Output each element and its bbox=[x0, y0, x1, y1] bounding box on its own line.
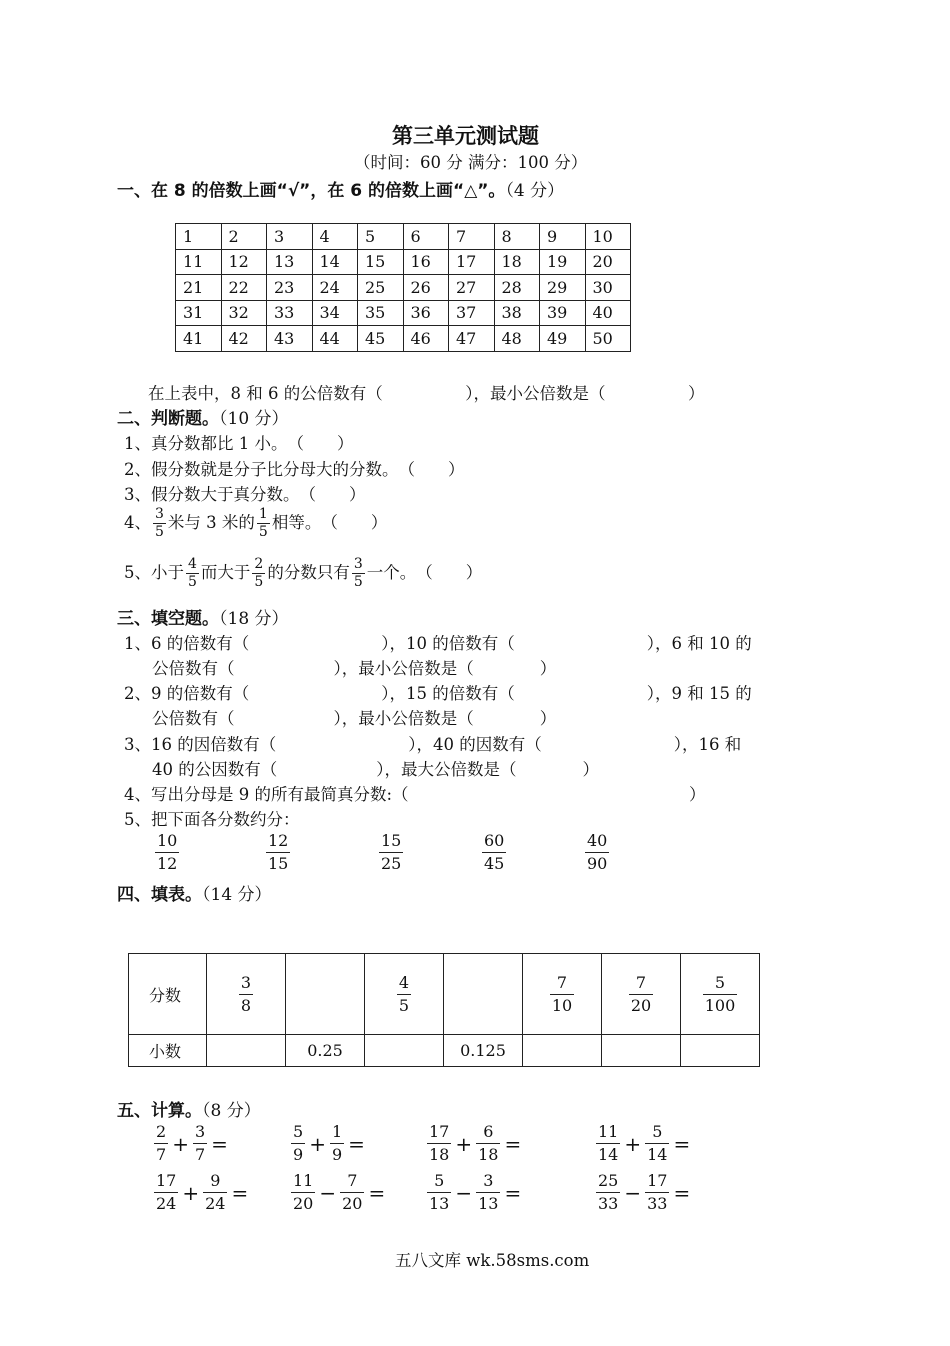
section5-points: （8 分） bbox=[202, 1101, 261, 1121]
grid-cell: 9 bbox=[540, 224, 586, 250]
grid-cell: 8 bbox=[494, 224, 540, 250]
denominator: 13 bbox=[429, 1194, 450, 1213]
denominator: 14 bbox=[647, 1145, 668, 1164]
page-subtitle: （时间：60 分 满分：100 分） bbox=[354, 153, 588, 172]
numerator: 15 bbox=[379, 830, 403, 853]
calc-expression bbox=[289, 1170, 387, 1215]
calc-expression bbox=[152, 1121, 230, 1166]
denominator: 5 bbox=[398, 995, 410, 1015]
grid-cell: 37 bbox=[449, 300, 495, 326]
table-row bbox=[129, 954, 760, 1035]
section1-points: （4 分） bbox=[505, 181, 565, 201]
denominator: 5 bbox=[353, 574, 363, 590]
fraction bbox=[427, 1170, 451, 1215]
section4-points: （14 分） bbox=[202, 885, 272, 905]
numerator: 6 bbox=[476, 1121, 500, 1144]
section5-heading bbox=[117, 1096, 261, 1121]
fill-q1b: 公倍数有（ ），最小公倍数是（ ） bbox=[152, 659, 557, 678]
denominator: 24 bbox=[205, 1194, 226, 1213]
operator: − bbox=[455, 1180, 473, 1205]
fraction bbox=[427, 1121, 451, 1166]
table-row bbox=[176, 249, 631, 275]
judge-q4-suffix: 相等。 （ ） bbox=[271, 513, 388, 532]
denominator: 25 bbox=[381, 854, 402, 873]
equals-sign: = bbox=[673, 1131, 691, 1156]
grid-cell: 22 bbox=[221, 275, 267, 301]
numerator: 3 bbox=[353, 556, 363, 572]
footer-text: 五八文库 wk.58sms.com bbox=[395, 1251, 590, 1270]
fraction bbox=[154, 1170, 178, 1215]
grid-cell: 49 bbox=[540, 326, 586, 352]
denominator: 7 bbox=[194, 1145, 206, 1164]
calc-expression bbox=[289, 1121, 367, 1166]
denominator: 9 bbox=[331, 1145, 343, 1164]
fraction bbox=[257, 506, 270, 541]
grid-cell: 25 bbox=[358, 275, 404, 301]
operator: + bbox=[182, 1180, 200, 1205]
fill-q3a: 3、16 的因倍数有（ ），40 的因数有（ ），16 和 bbox=[124, 735, 742, 754]
grid-cell: 18 bbox=[494, 249, 540, 275]
grid-cell: 3 bbox=[267, 224, 313, 250]
fraction-cell bbox=[365, 954, 444, 1035]
equals-sign: = bbox=[368, 1180, 386, 1205]
operator: + bbox=[172, 1131, 189, 1156]
grid-cell: 4 bbox=[312, 224, 358, 250]
section1-question: 在上表中，8 和 6 的公倍数有（ ），最小公倍数是（ ） bbox=[148, 384, 705, 403]
denominator: 33 bbox=[598, 1194, 619, 1213]
judge-q5-prefix: 5、小于 bbox=[124, 563, 184, 582]
fraction bbox=[476, 1121, 500, 1166]
judge-q1: 1、真分数都比 1 小。 （ ） bbox=[124, 434, 354, 453]
fraction-decimal-table bbox=[128, 953, 760, 1067]
numerator: 7 bbox=[629, 972, 653, 995]
numerator: 1 bbox=[330, 1121, 344, 1144]
grid-cell: 30 bbox=[585, 275, 631, 301]
fill-q2a: 2、9 的倍数有（ ），15 的倍数有（ ），9 和 15 的 bbox=[124, 684, 752, 703]
fill-q2b: 公倍数有（ ），最小公倍数是（ ） bbox=[152, 709, 557, 728]
fraction bbox=[193, 1121, 207, 1166]
fraction bbox=[203, 1170, 227, 1215]
fraction bbox=[266, 830, 290, 875]
denominator: 20 bbox=[342, 1194, 363, 1213]
fraction bbox=[585, 830, 609, 875]
denominator: 5 bbox=[188, 574, 197, 590]
judge-q5-suffix: 一个。 （ ） bbox=[366, 563, 483, 582]
decimal-cell bbox=[602, 1035, 681, 1067]
denominator: 5 bbox=[254, 574, 264, 590]
grid-cell: 46 bbox=[403, 326, 449, 352]
section4-heading bbox=[117, 880, 272, 905]
grid-cell: 14 bbox=[312, 249, 358, 275]
grid-cell: 20 bbox=[585, 249, 631, 275]
fraction bbox=[550, 972, 574, 1017]
fraction-cell bbox=[602, 954, 681, 1035]
number-grid bbox=[175, 223, 631, 352]
fraction bbox=[482, 830, 506, 875]
judge-q4-mid: 米与 3 米的 bbox=[167, 513, 255, 532]
fraction bbox=[252, 556, 265, 591]
denominator: 45 bbox=[484, 854, 505, 873]
numerator: 3 bbox=[239, 972, 253, 995]
operator: + bbox=[455, 1131, 473, 1156]
fraction bbox=[596, 1170, 620, 1215]
numerator: 11 bbox=[596, 1121, 620, 1144]
numerator: 17 bbox=[645, 1170, 669, 1193]
denominator: 9 bbox=[293, 1145, 304, 1164]
judge-q4 bbox=[124, 506, 387, 541]
numerator: 7 bbox=[340, 1170, 364, 1193]
table-row bbox=[176, 275, 631, 301]
numerator: 2 bbox=[254, 556, 264, 572]
equals-sign: = bbox=[504, 1180, 522, 1205]
grid-cell: 29 bbox=[540, 275, 586, 301]
grid-cell: 16 bbox=[403, 249, 449, 275]
grid-cell: 15 bbox=[358, 249, 404, 275]
calc-expression bbox=[425, 1121, 523, 1166]
numerator: 9 bbox=[203, 1170, 227, 1193]
grid-cell: 24 bbox=[312, 275, 358, 301]
grid-cell: 50 bbox=[585, 326, 631, 352]
fraction-cell bbox=[286, 954, 365, 1035]
fraction bbox=[645, 1170, 669, 1215]
grid-cell: 10 bbox=[585, 224, 631, 250]
table-row bbox=[176, 224, 631, 250]
grid-cell: 43 bbox=[267, 326, 313, 352]
grid-cell: 38 bbox=[494, 300, 540, 326]
denominator: 12 bbox=[157, 854, 178, 873]
fraction bbox=[397, 972, 411, 1017]
fill-q4: 4、写出分母是 9 的所有最简真分数:（ ） bbox=[124, 785, 706, 804]
grid-cell: 28 bbox=[494, 275, 540, 301]
grid-cell: 5 bbox=[358, 224, 404, 250]
grid-cell: 35 bbox=[358, 300, 404, 326]
equals-sign: = bbox=[211, 1131, 228, 1156]
calc-expression bbox=[594, 1121, 692, 1166]
grid-cell: 33 bbox=[267, 300, 313, 326]
denominator: 100 bbox=[704, 995, 736, 1015]
grid-cell: 1 bbox=[176, 224, 222, 250]
grid-cell: 45 bbox=[358, 326, 404, 352]
fraction bbox=[645, 1121, 669, 1166]
numerator: 1 bbox=[258, 506, 268, 522]
fraction-cell bbox=[523, 954, 602, 1035]
row-label-fraction: 分数 bbox=[129, 954, 207, 1035]
grid-cell: 48 bbox=[494, 326, 540, 352]
grid-cell: 21 bbox=[176, 275, 222, 301]
calc-expression bbox=[152, 1170, 250, 1215]
numerator: 4 bbox=[188, 556, 197, 572]
grid-cell: 34 bbox=[312, 300, 358, 326]
denominator: 24 bbox=[156, 1194, 177, 1213]
fraction-cell bbox=[444, 954, 523, 1035]
fraction bbox=[330, 1121, 344, 1166]
section3-points: （18 分） bbox=[219, 609, 289, 629]
denominator: 18 bbox=[478, 1145, 499, 1164]
equals-sign: = bbox=[673, 1180, 691, 1205]
equals-sign: = bbox=[348, 1131, 365, 1156]
fraction bbox=[239, 972, 253, 1017]
numerator: 2 bbox=[154, 1121, 168, 1144]
section2-heading bbox=[117, 404, 289, 429]
fill-q1a: 1、6 的倍数有（ ），10 的倍数有（ ），6 和 10 的 bbox=[124, 634, 752, 653]
operator: + bbox=[624, 1131, 642, 1156]
fraction bbox=[291, 1121, 305, 1166]
decimal-cell bbox=[207, 1035, 286, 1067]
fraction bbox=[476, 1170, 500, 1215]
fraction bbox=[155, 830, 179, 875]
numerator: 3 bbox=[193, 1121, 207, 1144]
denominator: 10 bbox=[551, 995, 573, 1015]
judge-q5-mid2: 的分数只有 bbox=[267, 563, 350, 582]
grid-cell: 31 bbox=[176, 300, 222, 326]
fill-q3b: 40 的公因数有（ ），最大公倍数是（ ） bbox=[152, 760, 599, 779]
fraction bbox=[352, 556, 365, 591]
calc-expression bbox=[594, 1170, 692, 1215]
equals-sign: = bbox=[504, 1131, 522, 1156]
decimal-cell: 0.125 bbox=[444, 1035, 523, 1067]
grid-cell: 2 bbox=[221, 224, 267, 250]
operator: − bbox=[319, 1180, 337, 1205]
section3-title: 三、填空题。 bbox=[117, 609, 219, 629]
judge-q3: 3、假分数大于真分数。 （ ） bbox=[124, 485, 366, 504]
operator: + bbox=[309, 1131, 326, 1156]
section1-heading bbox=[117, 176, 564, 201]
section5-title: 五、计算。 bbox=[117, 1101, 202, 1121]
section3-heading bbox=[117, 604, 289, 629]
grid-cell: 44 bbox=[312, 326, 358, 352]
numerator: 5 bbox=[291, 1121, 305, 1144]
judge-q5-mid1: 而大于 bbox=[200, 563, 251, 582]
grid-cell: 40 bbox=[585, 300, 631, 326]
grid-cell: 19 bbox=[540, 249, 586, 275]
numerator: 7 bbox=[550, 972, 574, 995]
denominator: 15 bbox=[268, 854, 289, 873]
denominator: 14 bbox=[598, 1145, 619, 1164]
numerator: 40 bbox=[585, 830, 609, 853]
denominator: 8 bbox=[240, 995, 252, 1015]
numerator: 3 bbox=[155, 506, 164, 522]
denominator: 20 bbox=[293, 1194, 314, 1213]
fraction bbox=[291, 1170, 315, 1215]
grid-cell: 13 bbox=[267, 249, 313, 275]
denominator: 5 bbox=[258, 524, 268, 540]
denominator: 13 bbox=[478, 1194, 499, 1213]
fraction bbox=[379, 830, 403, 875]
numerator: 5 bbox=[645, 1121, 669, 1144]
numerator: 17 bbox=[154, 1170, 178, 1193]
grid-cell: 11 bbox=[176, 249, 222, 275]
denominator: 20 bbox=[630, 995, 652, 1015]
fraction bbox=[703, 972, 738, 1017]
grid-cell: 47 bbox=[449, 326, 495, 352]
numerator: 5 bbox=[427, 1170, 451, 1193]
grid-cell: 12 bbox=[221, 249, 267, 275]
equals-sign: = bbox=[231, 1180, 249, 1205]
fraction-cell bbox=[681, 954, 760, 1035]
table-row bbox=[176, 300, 631, 326]
grid-cell: 32 bbox=[221, 300, 267, 326]
grid-cell: 36 bbox=[403, 300, 449, 326]
fraction-cell bbox=[207, 954, 286, 1035]
decimal-cell bbox=[365, 1035, 444, 1067]
fraction bbox=[153, 506, 166, 541]
section2-points: （10 分） bbox=[219, 409, 289, 429]
numerator: 3 bbox=[476, 1170, 500, 1193]
judge-q2: 2、假分数就是分子比分母大的分数。 （ ） bbox=[124, 460, 465, 479]
denominator: 33 bbox=[647, 1194, 668, 1213]
numerator: 25 bbox=[596, 1170, 620, 1193]
grid-cell: 17 bbox=[449, 249, 495, 275]
calc-expression bbox=[425, 1170, 523, 1215]
grid-cell: 27 bbox=[449, 275, 495, 301]
numerator: 10 bbox=[155, 830, 179, 853]
numerator: 11 bbox=[291, 1170, 315, 1193]
numerator: 17 bbox=[427, 1121, 451, 1144]
fill-q5: 5、把下面各分数约分： bbox=[124, 810, 300, 829]
grid-cell: 23 bbox=[267, 275, 313, 301]
grid-cell: 26 bbox=[403, 275, 449, 301]
fraction bbox=[340, 1170, 364, 1215]
numerator: 12 bbox=[266, 830, 290, 853]
section4-title: 四、填表。 bbox=[117, 885, 202, 905]
grid-cell: 42 bbox=[221, 326, 267, 352]
operator: − bbox=[624, 1180, 642, 1205]
row-label-decimal: 小数 bbox=[129, 1035, 207, 1067]
section1-title: 一、在 8 的倍数上画“√”，在 6 的倍数上画“△”。 bbox=[117, 181, 506, 201]
grid-cell: 7 bbox=[449, 224, 495, 250]
table-row bbox=[129, 1035, 760, 1067]
decimal-cell bbox=[681, 1035, 760, 1067]
fraction bbox=[186, 556, 199, 591]
fraction bbox=[629, 972, 653, 1017]
denominator: 18 bbox=[429, 1145, 450, 1164]
grid-cell: 39 bbox=[540, 300, 586, 326]
fraction bbox=[154, 1121, 168, 1166]
numerator: 60 bbox=[482, 830, 506, 853]
denominator: 90 bbox=[587, 854, 608, 873]
denominator: 7 bbox=[156, 1145, 167, 1164]
section2-title: 二、判断题。 bbox=[117, 409, 219, 429]
grid-cell: 6 bbox=[403, 224, 449, 250]
judge-q5 bbox=[124, 556, 482, 591]
decimal-cell bbox=[523, 1035, 602, 1067]
fraction bbox=[596, 1121, 620, 1166]
page-title: 第三单元测试题 bbox=[392, 124, 539, 148]
grid-cell: 41 bbox=[176, 326, 222, 352]
numerator: 4 bbox=[397, 972, 411, 995]
denominator: 5 bbox=[155, 524, 164, 540]
table-row bbox=[176, 326, 631, 352]
decimal-cell: 0.25 bbox=[286, 1035, 365, 1067]
numerator: 5 bbox=[703, 972, 738, 995]
judge-q4-prefix: 4、 bbox=[124, 513, 151, 532]
